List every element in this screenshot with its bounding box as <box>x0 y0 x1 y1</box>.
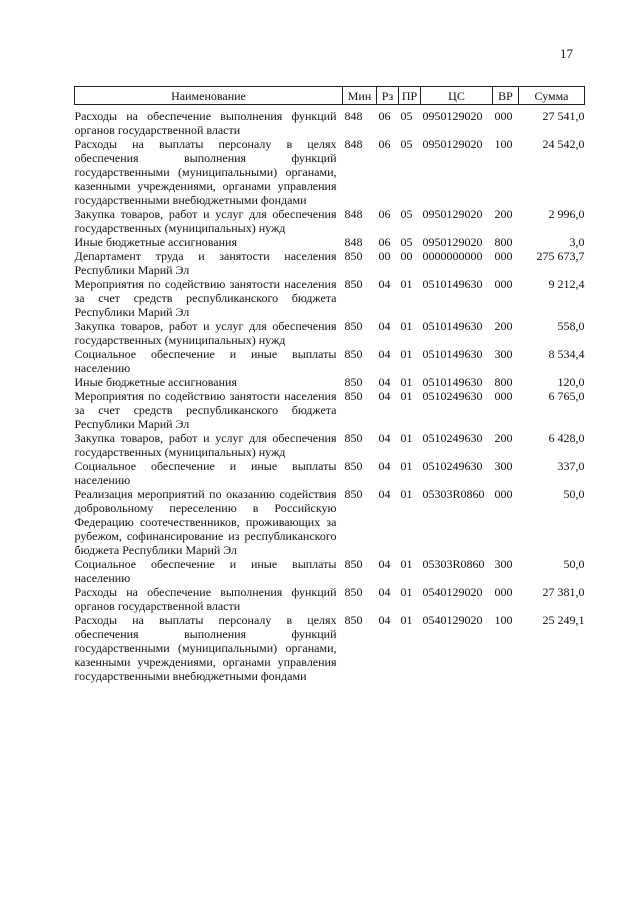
table-row <box>75 459 585 487</box>
cell-cs: 0510149630 <box>422 277 483 291</box>
cell-min: 850 <box>344 557 363 571</box>
cell-name: Расходы на обеспечение выполнения функций органов государственной власти <box>74 109 337 137</box>
cell-name: Мероприятия по содействию занятости населения за счет средств республиканского бюджета Республики Марий Эл <box>74 389 337 431</box>
cell-vr: 100 <box>494 613 513 627</box>
cell-min: 850 <box>344 459 363 473</box>
cell-pr: 05 <box>400 137 413 151</box>
table-row <box>75 431 585 459</box>
cell-name: Иные бюджетные ассигнования <box>74 235 237 249</box>
cell-min: 850 <box>344 249 363 263</box>
table-row <box>75 585 585 613</box>
cell-name: Закупка товаров, работ и услуг для обеспечения государственных (муниципальных) нужд <box>74 207 337 235</box>
cell-cs: 0510149630 <box>422 319 483 333</box>
cell-vr: 100 <box>494 137 513 151</box>
cell-vr: 800 <box>494 235 513 249</box>
header-pr: ПР <box>399 87 421 105</box>
cell-cs: 05303R0860 <box>422 557 485 571</box>
cell-cs: 0510149630 <box>422 347 483 361</box>
cell-sum: 6 765,0 <box>548 389 585 403</box>
table-row <box>75 347 585 375</box>
cell-sum: 6 428,0 <box>548 431 585 445</box>
cell-vr: 200 <box>494 431 513 445</box>
cell-pr: 01 <box>400 277 413 291</box>
cell-pr: 01 <box>400 585 413 599</box>
table-row <box>75 487 585 557</box>
cell-vr: 000 <box>494 585 513 599</box>
cell-min: 850 <box>344 389 363 403</box>
cell-pr: 01 <box>400 431 413 445</box>
cell-rz: 06 <box>378 137 391 151</box>
cell-sum: 50,0 <box>563 487 585 501</box>
cell-min: 848 <box>344 207 363 221</box>
cell-pr: 01 <box>400 389 413 403</box>
cell-pr: 01 <box>400 613 413 627</box>
cell-vr: 000 <box>494 249 513 263</box>
cell-vr: 000 <box>494 277 513 291</box>
cell-cs: 0510249630 <box>422 389 483 403</box>
cell-vr: 800 <box>494 375 513 389</box>
table-row <box>75 235 585 249</box>
cell-rz: 06 <box>378 207 391 221</box>
cell-cs: 0510249630 <box>422 459 483 473</box>
cell-sum: 27 381,0 <box>542 585 585 599</box>
cell-vr: 300 <box>494 557 513 571</box>
cell-rz: 04 <box>378 375 391 389</box>
cell-pr: 00 <box>400 249 413 263</box>
cell-name: Мероприятия по содействию занятости населения за счет средств республиканского бюджета Республики Марий Эл <box>74 277 337 319</box>
cell-cs: 0540129020 <box>422 585 483 599</box>
cell-rz: 04 <box>378 319 391 333</box>
cell-name: Реализация мероприятий по оказанию содействия добровольному переселению в Российскую Федерацию соотечественников, проживающих за рубежом, софинансирование из республиканского бюджета Республики Марий Эл <box>74 487 337 557</box>
cell-pr: 05 <box>400 109 413 123</box>
cell-pr: 05 <box>400 235 413 249</box>
table-row <box>75 557 585 585</box>
cell-rz: 06 <box>378 109 391 123</box>
cell-cs: 05303R0860 <box>422 487 485 501</box>
header-vr: ВР <box>493 87 519 105</box>
header-name: Наименование <box>75 87 343 105</box>
table-row <box>75 613 585 683</box>
cell-sum: 558,0 <box>557 319 585 333</box>
header-cs: ЦС <box>421 87 493 105</box>
cell-vr: 000 <box>494 487 513 501</box>
cell-sum: 24 542,0 <box>542 137 585 151</box>
cell-cs: 0000000000 <box>422 249 483 263</box>
cell-sum: 25 249,1 <box>542 613 585 627</box>
cell-rz: 04 <box>378 347 391 361</box>
cell-vr: 300 <box>494 347 513 361</box>
cell-min: 850 <box>344 319 363 333</box>
cell-cs: 0510149630 <box>422 375 483 389</box>
header-sum: Сумма <box>519 87 585 105</box>
cell-name: Расходы на выплаты персоналу в целях обеспечения выполнения функций государственными (муниципальными) органами, казенными учреждениями, органами управления государственными внебюджетными фондами <box>74 137 337 207</box>
cell-cs: 0950129020 <box>422 109 483 123</box>
cell-sum: 27 541,0 <box>542 109 585 123</box>
cell-sum: 3,0 <box>569 235 585 249</box>
cell-pr: 01 <box>400 347 413 361</box>
cell-sum: 8 534,4 <box>548 347 585 361</box>
cell-vr: 200 <box>494 207 513 221</box>
cell-name: Социальное обеспечение и иные выплаты населению <box>74 459 337 487</box>
cell-min: 850 <box>344 375 363 389</box>
cell-min: 850 <box>344 431 363 445</box>
cell-rz: 04 <box>378 389 391 403</box>
cell-name: Социальное обеспечение и иные выплаты населению <box>74 347 337 375</box>
cell-vr: 000 <box>494 109 513 123</box>
cell-sum: 2 996,0 <box>548 207 585 221</box>
budget-table <box>74 86 585 683</box>
cell-cs: 0950129020 <box>422 235 483 249</box>
cell-name: Иные бюджетные ассигнования <box>74 375 237 389</box>
header-min: Мин <box>343 87 377 105</box>
cell-pr: 01 <box>400 487 413 501</box>
page-number: 17 <box>560 46 573 61</box>
table-body <box>75 105 585 684</box>
cell-min: 848 <box>344 109 363 123</box>
table-row <box>75 137 585 207</box>
cell-rz: 04 <box>378 557 391 571</box>
cell-rz: 04 <box>378 585 391 599</box>
table-row <box>75 389 585 431</box>
cell-sum: 337,0 <box>557 459 585 473</box>
cell-pr: 01 <box>400 557 413 571</box>
cell-cs: 0540129020 <box>422 613 483 627</box>
cell-rz: 04 <box>378 431 391 445</box>
cell-rz: 04 <box>378 487 391 501</box>
cell-sum: 50,0 <box>563 557 585 571</box>
cell-name: Расходы на выплаты персоналу в целях обеспечения выполнения функций государственными (муниципальными) органами, казенными учреждениями, органами управления государственными внебюджетными фондами <box>74 613 337 683</box>
cell-min: 850 <box>344 613 363 627</box>
cell-min: 850 <box>344 347 363 361</box>
cell-pr: 01 <box>400 375 413 389</box>
cell-vr: 300 <box>494 459 513 473</box>
table-row <box>75 249 585 277</box>
cell-rz: 04 <box>378 459 391 473</box>
cell-min: 850 <box>344 277 363 291</box>
table-header-row <box>75 87 585 105</box>
cell-pr: 01 <box>400 319 413 333</box>
cell-pr: 05 <box>400 207 413 221</box>
cell-rz: 06 <box>378 235 391 249</box>
cell-name: Социальное обеспечение и иные выплаты населению <box>74 557 337 585</box>
cell-sum: 275 673,7 <box>536 249 585 263</box>
cell-cs: 0510249630 <box>422 431 483 445</box>
cell-min: 848 <box>344 137 363 151</box>
cell-rz: 00 <box>378 249 391 263</box>
table-row <box>75 319 585 347</box>
cell-name: Расходы на обеспечение выполнения функций органов государственной власти <box>74 585 337 613</box>
table-row <box>75 105 585 138</box>
table-row <box>75 207 585 235</box>
cell-vr: 200 <box>494 319 513 333</box>
cell-name: Департамент труда и занятости населения Республики Марий Эл <box>74 249 337 277</box>
cell-sum: 120,0 <box>557 375 585 389</box>
cell-cs: 0950129020 <box>422 207 483 221</box>
cell-min: 850 <box>344 585 363 599</box>
cell-cs: 0950129020 <box>422 137 483 151</box>
header-rz: Рз <box>377 87 399 105</box>
cell-vr: 000 <box>494 389 513 403</box>
cell-rz: 04 <box>378 277 391 291</box>
cell-rz: 04 <box>378 613 391 627</box>
table-row <box>75 375 585 389</box>
cell-name: Закупка товаров, работ и услуг для обеспечения государственных (муниципальных) нужд <box>74 319 337 347</box>
cell-min: 848 <box>344 235 363 249</box>
cell-min: 850 <box>344 487 363 501</box>
cell-name: Закупка товаров, работ и услуг для обеспечения государственных (муниципальных) нужд <box>74 431 337 459</box>
cell-sum: 9 212,4 <box>548 277 585 291</box>
cell-pr: 01 <box>400 459 413 473</box>
table-row <box>75 277 585 319</box>
